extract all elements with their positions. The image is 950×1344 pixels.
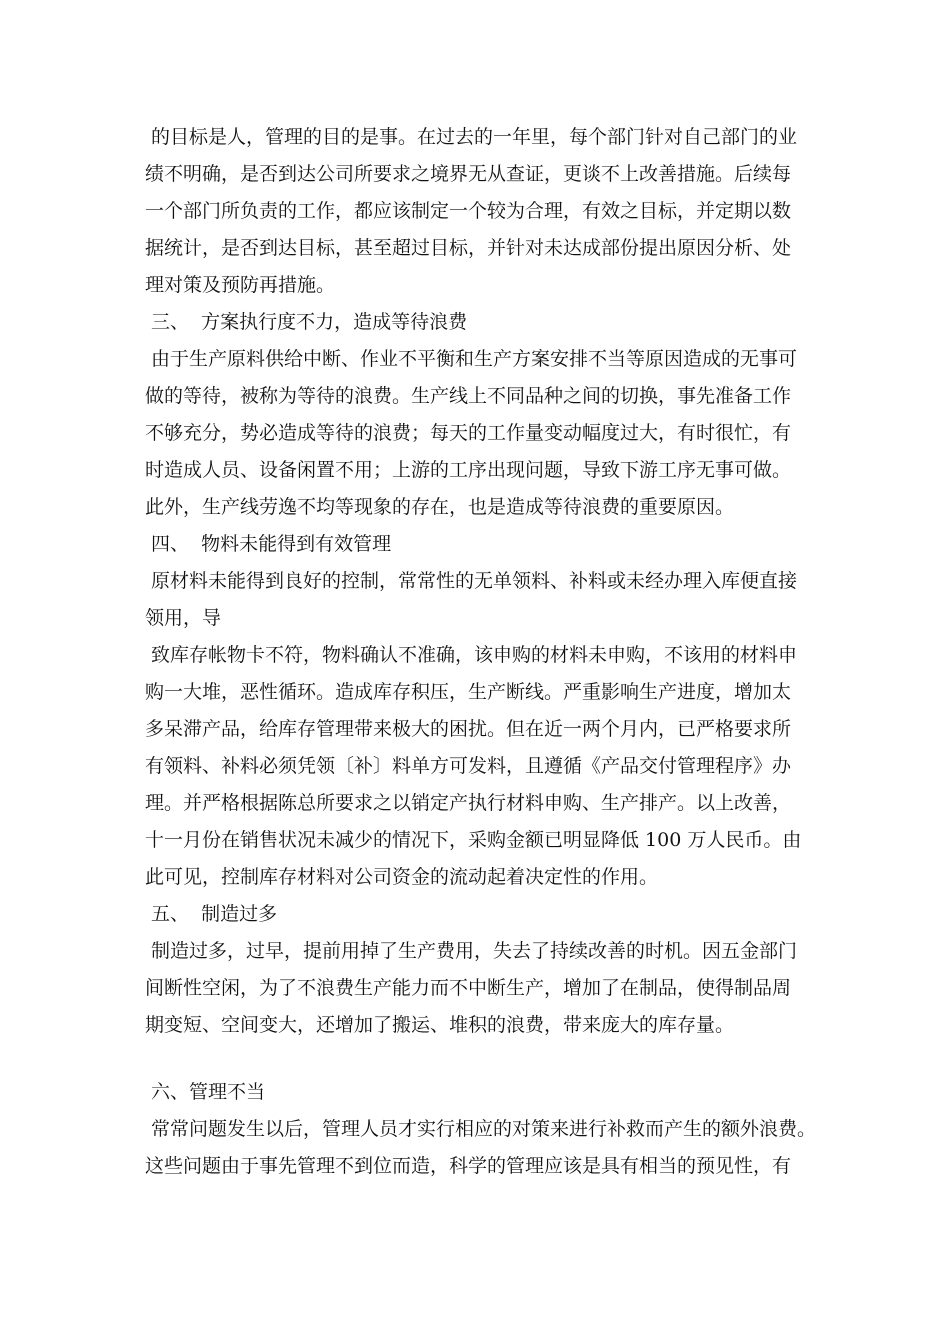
paragraph-line: 理。并严格根据陈总所要求之以销定产执行材料申购、生产排产。以上改善， bbox=[145, 792, 792, 814]
paragraph-line: 据统计，是否到达目标，甚至超过目标，并针对未达成部份提出原因分析、处 bbox=[145, 237, 792, 259]
paragraph-line: 一个部门所负责的工作，都应该制定一个较为合理，有效之目标，并定期以数 bbox=[145, 200, 792, 222]
section-heading: 四、 物料未能得到有效管理 bbox=[145, 533, 392, 555]
paragraph-line: 购一大堆，恶性循环。造成库存积压，生产断线。严重影响生产进度，增加太 bbox=[145, 681, 792, 703]
section-heading: 六、管理不当 bbox=[145, 1081, 266, 1103]
paragraph-line: 绩不明确，是否到达公司所要求之境界无从查证，更谈不上改善措施。后续每 bbox=[145, 163, 792, 185]
section-heading: 五、 制造过多 bbox=[145, 903, 278, 925]
paragraph-line: 由于生产原料供给中断、作业不平衡和生产方案安排不当等原因造成的无事可 bbox=[145, 348, 798, 370]
paragraph-line: 时造成人员、设备闲置不用；上游的工序出现问题，导致下游工序无事可做。 bbox=[145, 459, 792, 481]
paragraph-line: 理对策及预防再措施。 bbox=[145, 274, 336, 296]
paragraph-line: 有领料、补料必须凭领〔补〕料单方可发料，且遵循《产品交付管理程序》办 bbox=[145, 755, 792, 777]
paragraph-line: 制造过多，过早，提前用掉了生产费用，失去了持续改善的时机。因五金部门 bbox=[145, 940, 798, 962]
paragraph-line: 的目标是人，管理的目的是事。在过去的一年里，每个部门针对自己部门的业 bbox=[145, 126, 798, 148]
paragraph-line: 期变短、空间变大，还增加了搬运、堆积的浪费，带来庞大的库存量。 bbox=[145, 1014, 735, 1036]
paragraph-line: 不够充分，势必造成等待的浪费；每天的工作量变动幅度过大，有时很忙，有 bbox=[145, 422, 792, 444]
paragraph-line: 此外，生产线劳逸不均等现象的存在，也是造成等待浪费的重要原因。 bbox=[145, 496, 735, 518]
paragraph-line: 间断性空闲，为了不浪费生产能力而不中断生产，增加了在制品，使得制品周 bbox=[145, 977, 792, 999]
paragraph-line: 致库存帐物卡不符，物料确认不准确，该申购的材料未申购，不该用的材料申 bbox=[145, 644, 798, 666]
paragraph-line: 常常问题发生以后，管理人员才实行相应的对策来进行补救而产生的额外浪费。 bbox=[145, 1118, 817, 1140]
paragraph-line: 此可见，控制库存材料对公司资金的流动起着决定性的作用。 bbox=[145, 866, 659, 888]
paragraph-line: 这些问题由于事先管理不到位而造，科学的管理应该是具有相当的预见性，有 bbox=[145, 1155, 792, 1177]
paragraph-line: 十一月份在销售状况未减少的情况下，采购金额已明显降低 100 万人民币。由 bbox=[145, 829, 802, 851]
paragraph-line: 原材料未能得到良好的控制，常常性的无单领料、补料或未经办理入库便直接 bbox=[145, 570, 798, 592]
section-heading: 三、 方案执行度不力，造成等待浪费 bbox=[145, 311, 468, 333]
paragraph-line: 做的等待，被称为等待的浪费。生产线上不同品种之间的切换，事先准备工作 bbox=[145, 385, 792, 407]
paragraph-line: 领用，导 bbox=[145, 607, 222, 629]
paragraph-line: 多呆滞产品，给库存管理带来极大的困扰。但在近一两个月内，已严格要求所 bbox=[145, 718, 792, 740]
